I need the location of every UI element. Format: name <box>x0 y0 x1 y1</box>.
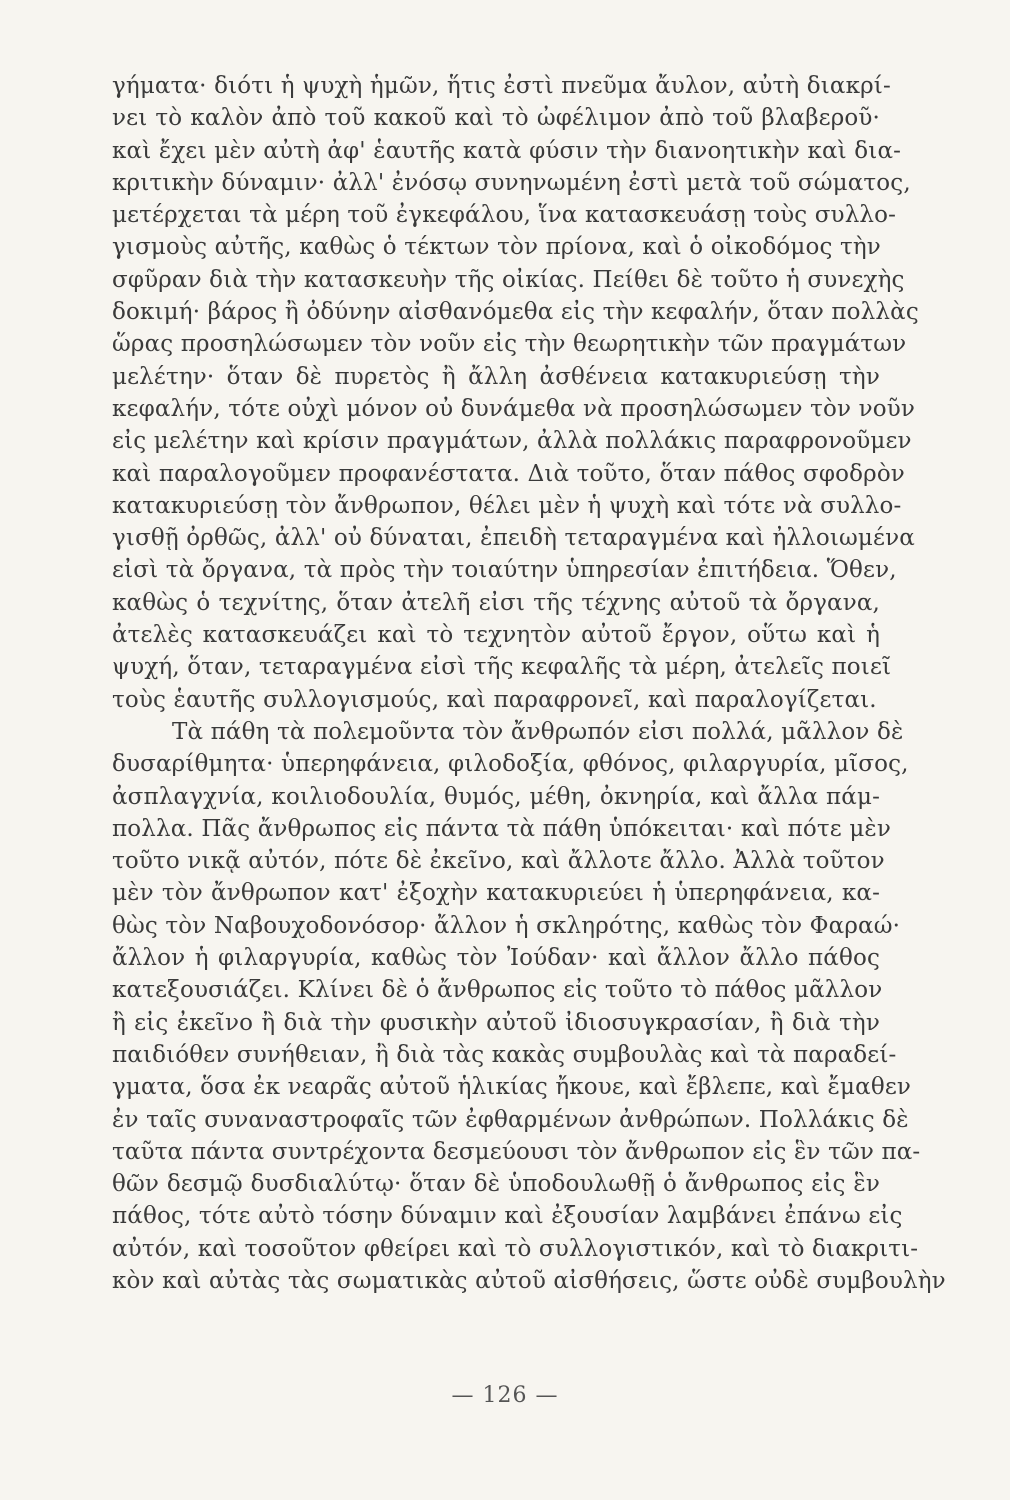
paragraph-start-line: Τὰ πάθη τὰ πολεμοῦντα τὸν ἄνθρωπόν εἰσι πολλά, μᾶλλον δὲ <box>172 718 904 745</box>
text-line: κὸν καὶ αὐτὰς τὰς σωματικὰς αὐτοῦ αἰσθήσεις, ὥστε οὐδὲ συμβουλὴν <box>112 1267 946 1294</box>
page-number: — 126 — <box>451 1383 559 1408</box>
text-line: μελέτην· ὅταν δὲ πυρετὸς ἢ ἄλλη ἀσθένεια κατακυριεύσῃ τὴν <box>112 363 880 390</box>
body-text <box>112 70 946 1297</box>
text-line: μετέρχεται τὰ μέρη τοῦ ἐγκεφάλου, ἵνα κατασκευάσῃ τοὺς συλλο- <box>112 202 897 229</box>
text-line: θὼς τὸν Ναβουχοδονόσορ· ἄλλον ἡ σκληρότης, καθὼς τὸν Φαραώ· <box>112 912 901 939</box>
text-line: γήματα· διότι ἡ ψυχὴ ἡμῶν, ἥτις ἐστὶ πνεῦμα ἄυλον, αὐτὴ διακρί- <box>112 73 891 99</box>
text-line: ὥρας προσηλώσωμεν τὸν νοῦν εἰς τὴν θεωρητικὴν τῶν πραγμάτων <box>112 331 907 358</box>
text-line: καὶ παραλογοῦμεν προφανέστατα. Διὰ τοῦτο, ὅταν πάθος σφοδρὸν <box>112 460 905 487</box>
text-line: κεφαλήν, τότε οὐχὶ μόνον οὐ δυνάμεθα νὰ προσηλώσωμεν τὸν νοῦν <box>112 395 915 422</box>
text-line: γματα, ὅσα ἐκ νεαρᾶς αὐτοῦ ἡλικίας ἤκουε, καὶ ἔβλεπε, καὶ ἔμαθεν <box>112 1074 912 1101</box>
text-line: καθὼς ὁ τεχνίτης, ὅταν ἀτελῆ εἰσι τῆς τέχνης αὐτοῦ τὰ ὄργανα, <box>112 589 880 616</box>
text-line: ψυχή, ὅταν, τεταραγμένα εἰσὶ τῆς κεφαλῆς τὰ μέρη, ἀτελεῖς ποιεῖ <box>112 654 892 681</box>
text-line: εἰσὶ τὰ ὄργανα, τὰ πρὸς τὴν τοιαύτην ὑπηρεσίαν ἐπιτήδεια. Ὅθεν, <box>112 557 897 584</box>
text-line: ἄλλον ἡ φιλαργυρία, καθὼς τὸν Ἰούδαν· καὶ ἄλλον ἄλλο πάθος <box>112 945 880 972</box>
text-line: εἰς μελέτην καὶ κρίσιν πραγμάτων, ἀλλὰ πολλάκις παραφρονοῦμεν <box>112 428 912 455</box>
text-line: πάθος, τότε αὐτὸ τόσην δύναμιν καὶ ἐξουσίαν λαμβάνει ἐπάνω εἰς <box>112 1203 903 1230</box>
text-line: ἀτελὲς κατασκευάζει καὶ τὸ τεχνητὸν αὐτοῦ ἔργον, οὕτω καὶ ἡ <box>112 622 880 649</box>
text-line: γισμοὺς αὐτῆς, καθὼς ὁ τέκτων τὸν πρίονα, καὶ ὁ οἰκοδόμος τὴν <box>112 234 881 261</box>
text-line: δυσαρίθμητα· ὑπερηφάνεια, φιλοδοξία, φθόνος, φιλαργυρία, μῖσος, <box>112 751 909 778</box>
text-line: κατεξουσιάζει. Κλίνει δὲ ὁ ἄνθρωπος εἰς τοῦτο τὸ πάθος μᾶλλον <box>112 977 883 1004</box>
text-line: ἢ εἰς ἐκεῖνο ἢ διὰ τὴν φυσικὴν αὐτοῦ ἰδιοσυγκρασίαν, ἢ διὰ τὴν <box>112 1009 880 1036</box>
text-line: κριτικὴν δύναμιν· ἀλλ' ἐνόσῳ συνηνωμένη ἐστὶ μετὰ τοῦ σώματος, <box>112 169 911 196</box>
text-line: πολλα. Πᾶς ἄνθρωπος εἰς πάντα τὰ πάθη ὑπόκειται· καὶ πότε μὲν <box>112 815 892 842</box>
text-line: ἐν ταῖς συναναστροφαῖς τῶν ἐφθαρμένων ἀνθρώπων. Πολλάκις δὲ <box>112 1106 909 1133</box>
text-line: καὶ ἔχει μὲν αὐτὴ ἀφ' ἑαυτῆς κατὰ φύσιν τὴν διανοητικὴν καὶ δια- <box>112 137 902 164</box>
text-line: νει τὸ καλὸν ἀπὸ τοῦ κακοῦ καὶ τὸ ὠφέλιμον ἀπὸ τοῦ βλαβεροῦ· <box>112 105 880 132</box>
text-line: μὲν τὸν ἄνθρωπον κατ' ἐξοχὴν κατακυριεύει ἡ ὑπερηφάνεια, κα- <box>112 880 880 907</box>
text-line: τοὺς ἑαυτῆς συλλογισμούς, καὶ παραφρονεῖ, καὶ παραλογίζεται. <box>112 686 877 713</box>
text-line: γισθῇ ὀρθῶς, ἀλλ' οὐ δύναται, ἐπειδὴ τεταραγμένα καὶ ἠλλοιωμένα <box>112 525 915 552</box>
text-line: ταῦτα πάντα συντρέχοντα δεσμεύουσι τὸν ἄνθρωπον εἰς ἓν τῶν πα- <box>112 1138 921 1165</box>
text-line: δοκιμή· βάρος ἢ ὀδύνην αἰσθανόμεθα εἰς τὴν κεφαλήν, ὅταν πολλὰς <box>112 299 919 326</box>
text-line: θῶν δεσμῷ δυσδιαλύτῳ· ὅταν δὲ ὑποδουλωθῇ ὁ ἄνθρωπος εἰς ἓν <box>112 1171 880 1198</box>
text-line: κατακυριεύσῃ τὸν ἄνθρωπον, θέλει μὲν ἡ ψυχὴ καὶ τότε νὰ συλλο- <box>112 492 902 519</box>
text-line: σφῦραν διὰ τὴν κατασκευὴν τῆς οἰκίας. Πείθει δὲ τοῦτο ἡ συνεχὴς <box>112 266 905 293</box>
text-line: αὐτόν, καὶ τοσοῦτον φθείρει καὶ τὸ συλλογιστικόν, καὶ τὸ διακριτι- <box>112 1235 919 1262</box>
text-line: ἀσπλαγχνία, κοιλιοδουλία, θυμός, μέθη, ὀκνηρία, καὶ ἄλλα πάμ- <box>112 783 880 810</box>
text-line: παιδιόθεν συνήθειαν, ἢ διὰ τὰς κακὰς συμβουλὰς καὶ τὰ παραδεί- <box>112 1041 897 1068</box>
text-line: τοῦτο νικᾷ αὐτόν, πότε δὲ ἐκεῖνο, καὶ ἄλλοτε ἄλλο. Ἀλλὰ τοῦτον <box>112 848 885 875</box>
